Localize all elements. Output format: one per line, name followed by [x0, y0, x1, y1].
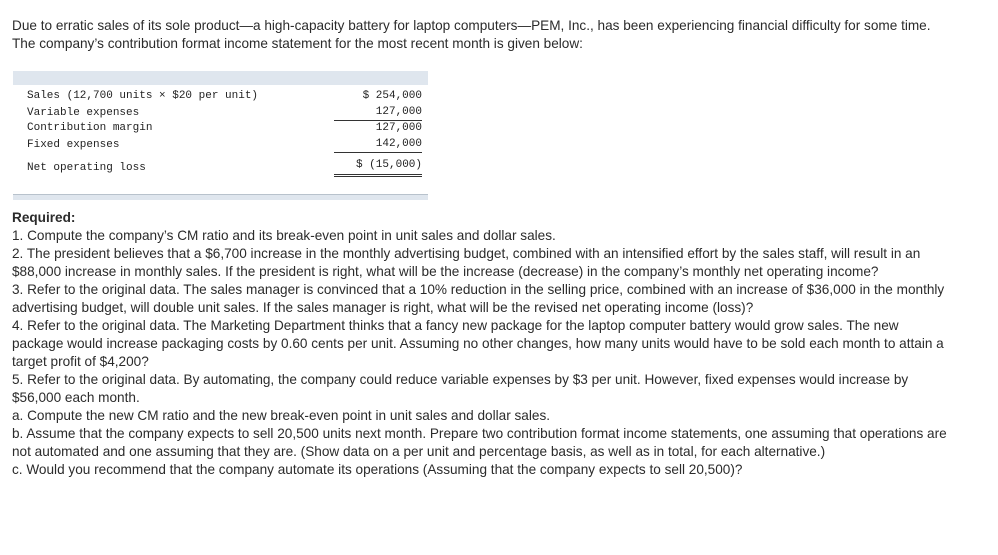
statement-label: Fixed expenses	[27, 138, 120, 151]
statement-label: Sales (12,700 units × $20 per unit)	[27, 90, 259, 102]
statement-amount: 127,000	[375, 122, 422, 134]
requirement-item: 3. Refer to the original data. The sales manager is convinced that a 10% reduction in the selling price, combined with an increase of $36,000 in the monthly advertising budget, will double unit sales. If the sales manager is right, what will be the revised net operating income (loss)?	[12, 282, 945, 315]
statement-amount: 142,000	[334, 137, 422, 154]
requirement-item: 2. The president believes that a $6,700 increase in the monthly advertising budget, combined with an intensified effort by the sales staff, will result in an $88,000 increase in monthly sales. If the president is right, what will be the increase (decrease) in the company’s monthly net operating income?	[12, 246, 921, 279]
intro-paragraph: Due to erratic sales of its sole product—a high-capacity battery for laptop computers—PEM, Inc., has been experiencing financial difficulty for some time. The company’s contribution format income statement for the most recent month is given below:	[12, 18, 931, 51]
statement-row-contribution-margin	[13, 121, 428, 137]
statement-label: Contribution margin	[27, 122, 153, 134]
requirement-item: b. Assume that the company expects to sell 20,500 units next month. Prepare two contribution format income statements, one assuming that operations are not automated and one assuming that they are. (Show data on a per unit and percentage basis, as well as in total, for each alternative.)	[12, 426, 947, 459]
statement-row-net-operating-loss	[13, 153, 428, 177]
statement-label: Variable expenses	[27, 106, 140, 119]
required-section	[12, 209, 947, 479]
requirement-item: 1. Compute the company’s CM ratio and its break-even point in unit sales and dollar sales.	[12, 228, 556, 243]
statement-header-bar	[13, 71, 428, 85]
statement-row-fixed-expenses	[13, 137, 428, 154]
required-heading: Required:	[12, 210, 76, 225]
statement-amount: $ 254,000	[362, 90, 422, 102]
statement-row-sales	[13, 89, 428, 105]
statement-amount: 127,000	[334, 105, 422, 122]
statement-amount: $ (15,000)	[334, 158, 422, 177]
requirement-item: 5. Refer to the original data. By automating, the company could reduce variable expenses by $3 per unit. However, fixed expenses would increase by $56,000 each month.	[12, 372, 909, 405]
statement-row-variable-expenses	[13, 105, 428, 122]
requirement-item: c. Would you recommend that the company automate its operations (Assuming that the company expects to sell 20,500)?	[12, 462, 743, 477]
statement-footer-bar	[13, 194, 428, 200]
requirement-item: 4. Refer to the original data. The Marketing Department thinks that a fancy new package for the laptop computer battery would grow sales. The new package would increase packaging costs by 0.60 cents per unit. Assuming no other changes, how many units would have to be sold each month to attain a target profit of $4,200?	[12, 318, 944, 369]
income-statement	[13, 71, 428, 200]
requirement-item: a. Compute the new CM ratio and the new break-even point in unit sales and dollar sales.	[12, 408, 551, 423]
income-statement-table	[13, 89, 428, 177]
statement-label: Net operating loss	[27, 162, 146, 174]
